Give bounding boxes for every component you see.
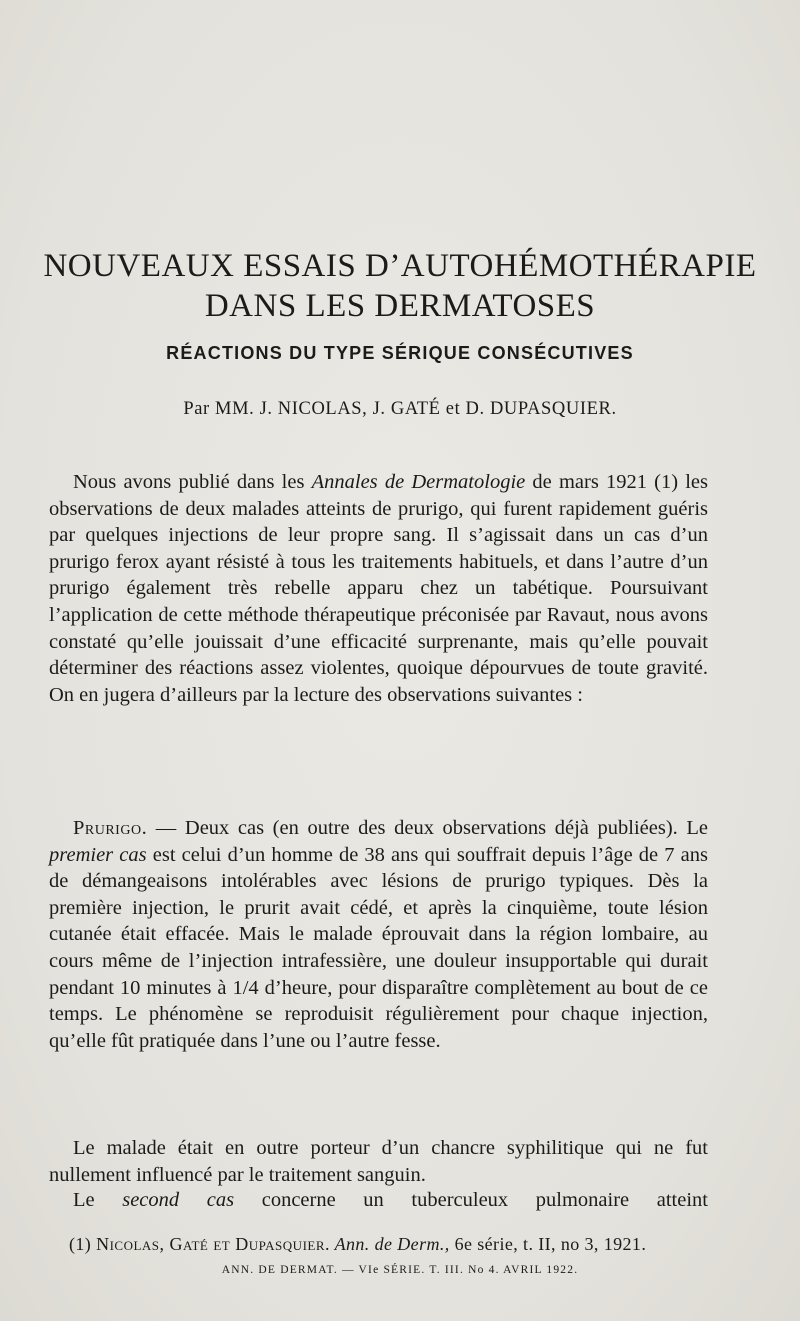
- footnote-marker: (1): [69, 1234, 97, 1254]
- article-authors: Par MM. J. NICOLAS, J. GATÉ et D. DUPASQUIER.: [183, 399, 617, 419]
- paragraph-text: est celui d’un homme de 38 ans qui souffrait depuis l’âge de 7 ans de démangeaisons intolérables avec lésions de prurigo typiques. Dès la première injection, le prurit avait cédé, et après la cinquième, toute lésion cutanée était effacée. Mais le malade éprouvait dans la région lombaire, au cours même de l’injection intrafessière, une douleur insupportable qui durait pendant 10 minutes à 1/4 d’heure, pour disparaître complètement au bout de ce temps. Le phénomène se reproduisit régulièrement pour chaque injection, qu’elle fût pratiquée dans l’une ou l’autre fesse.: [49, 843, 708, 1052]
- paragraph-prurigo: [49, 815, 708, 1054]
- paragraph-introduction: [49, 469, 708, 708]
- footnote-details: 6e série, t. II, no 3, 1921.: [449, 1234, 647, 1254]
- paragraph-text: Le malade était en outre porteur d’un chancre syphilitique qui ne fut nullement influencé par le traitement sanguin.: [49, 1137, 708, 1186]
- article-subtitle: RÉACTIONS DU TYPE SÉRIQUE CONSÉCUTIVES: [166, 343, 634, 363]
- paragraph-text: Nous avons publié dans les: [73, 471, 312, 493]
- footnote-authors: Nicolas, Gaté et Dupasquier.: [96, 1234, 331, 1254]
- paragraph-chancre: [49, 1135, 708, 1188]
- running-footer: ANN. DE DERMAT. — VIe SÉRIE. T. III. No 4. AVRIL 1922.: [221, 1264, 579, 1276]
- article-title-line-2: DANS LES DERMATOSES: [204, 288, 596, 324]
- footnote-journal: Ann. de Derm.,: [330, 1234, 450, 1254]
- footnote: [69, 1232, 729, 1256]
- journal-name: Annales de Dermatologie: [311, 471, 526, 493]
- paragraph-text: de mars 1921 (1) les observations de deux malades atteints de prurigo, qui furent rapidement guéris par quelques injections de leur propre sang. Il s’agissait dans un cas d’un prurigo ferox ayant résisté à tous les traitements habituels, et dans l’autre d’un prurigo également très rebelle apparu chez un tabétique. Poursuivant l’application de cette méthode thérapeutique préconisée par Ravaut, nous avons constaté qu’elle jouissait d’une efficacité surprenante, mais qu’elle pouvait déterminer des réactions assez violentes, quoique dépourvues de toute gravité. On en jugera d’ailleurs par la lecture des observations suivantes :: [49, 471, 709, 706]
- paragraph-text: — Deux cas (en outre des deux observations déjà publiées). Le: [147, 817, 708, 839]
- paragraph-text: Le: [73, 1189, 123, 1211]
- emphasis-second-cas: second cas: [122, 1189, 235, 1211]
- article-title-line-1: NOUVEAUX ESSAIS D’AUTOHÉMOTHÉRAPIE: [43, 248, 757, 284]
- paragraph-text: concerne un tuberculeux pulmonaire atteint: [234, 1189, 708, 1211]
- emphasis-premier-cas: premier cas: [49, 843, 147, 866]
- section-heading-prurigo: Prurigo.: [73, 817, 148, 839]
- paragraph-second-cas: [49, 1187, 708, 1214]
